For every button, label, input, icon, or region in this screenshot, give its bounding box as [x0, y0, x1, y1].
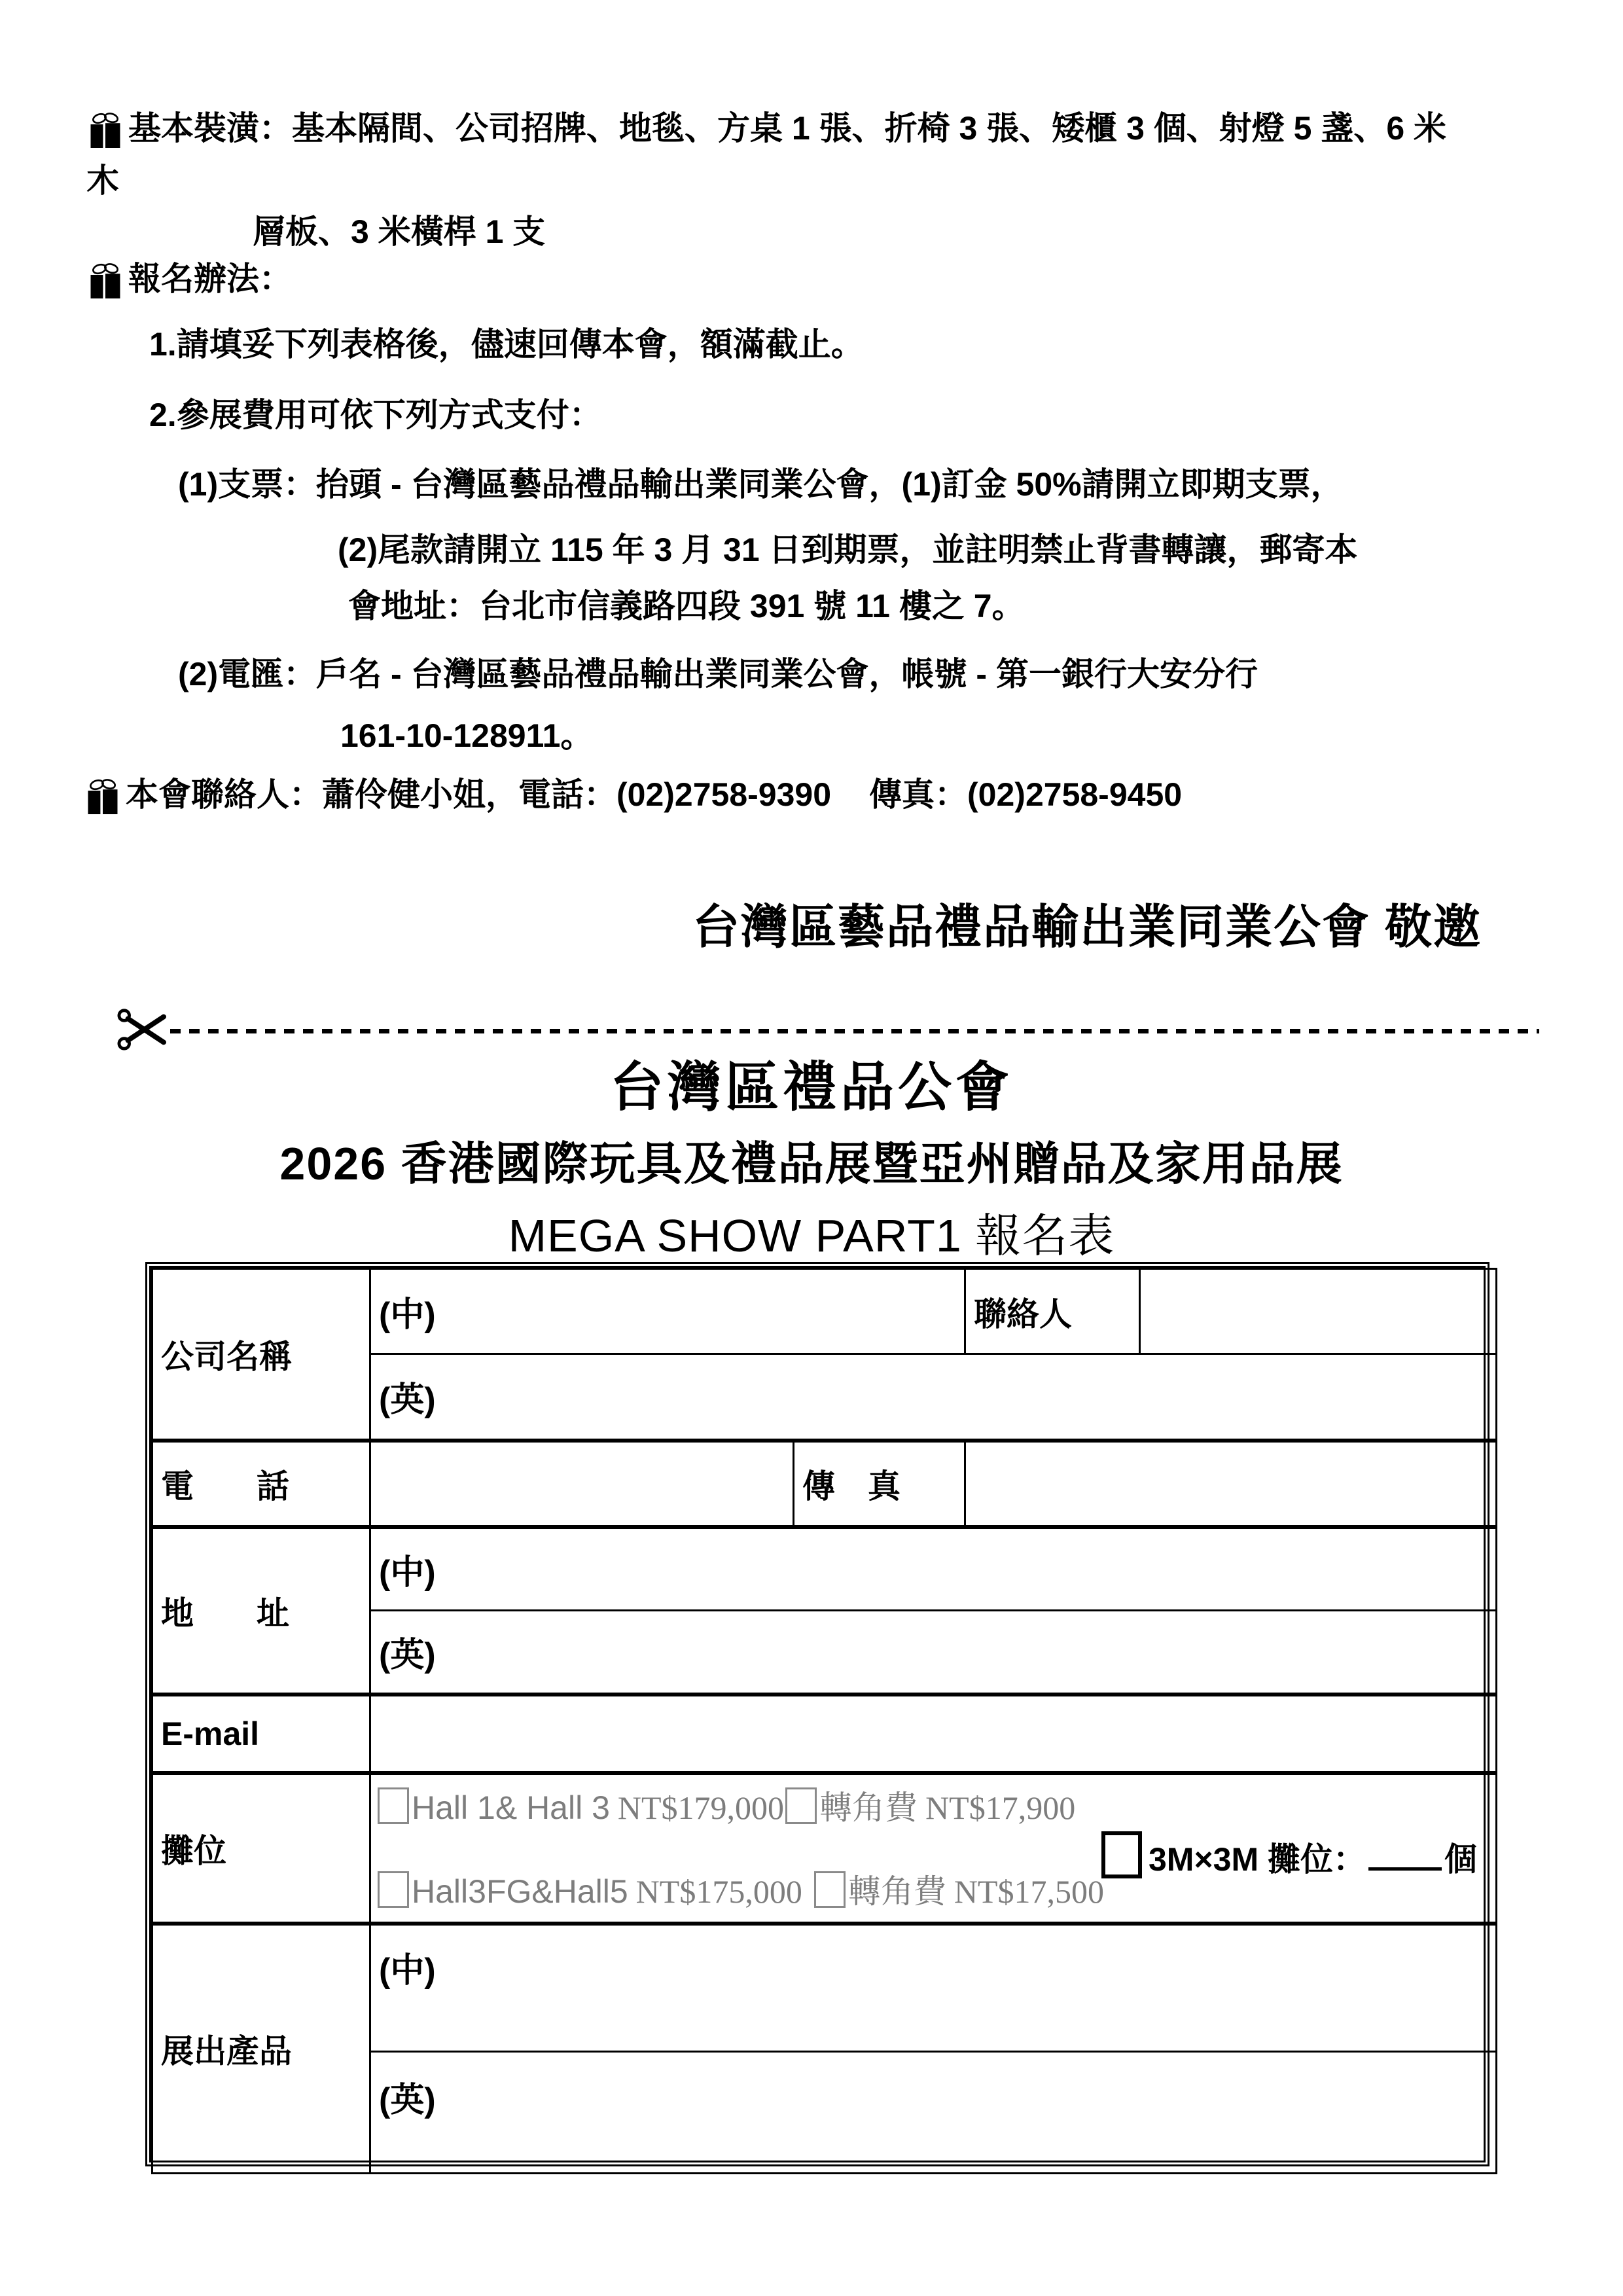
- corner-fee-2-checkbox[interactable]: [814, 1871, 846, 1908]
- step-2: 2.參展費用可依下列方式支付：: [149, 397, 602, 433]
- contact-fax: (02)2758-9450: [967, 776, 1183, 813]
- email-label: E-mail: [152, 1695, 370, 1773]
- decor-note-line2: 層板、3 米橫桿 1 支: [253, 213, 546, 250]
- booth-options-cell: [370, 1773, 1497, 1924]
- booth-3m-checkbox[interactable]: [1101, 1831, 1142, 1878]
- corner-fee-1-price: NT$17,900: [925, 1789, 1076, 1826]
- company-name-label: 公司名稱: [152, 1269, 370, 1441]
- corner-fee-1-label: 轉角費: [819, 1789, 918, 1826]
- booth-quantity-blank[interactable]: [1368, 1859, 1442, 1871]
- booth-size-line: [1101, 1831, 1477, 1880]
- company-name-cn-cell[interactable]: [370, 1269, 965, 1354]
- corner-fee-2-price: NT$17,500: [954, 1873, 1104, 1910]
- booth-option-2: [378, 1865, 1104, 1912]
- en-marker: (英): [379, 2081, 436, 2119]
- form-title: MEGA SHOW PART1 報名表: [508, 1210, 1115, 1261]
- contact-person-label: 聯絡人: [965, 1269, 1140, 1354]
- hall3fg-5-label: Hall3FG&Hall5: [412, 1873, 628, 1910]
- phone-label: 電 話: [152, 1441, 370, 1527]
- step-1: 1.請填妥下列表格後，儘速回傳本會，額滿截止。: [149, 326, 864, 363]
- hall1-3-checkbox[interactable]: [378, 1787, 409, 1824]
- event-title: 2026 香港國際玩具及禮品展暨亞州贈品及家用品展: [279, 1138, 1344, 1189]
- signoff-line: 台灣區藝品禮品輸出業同業公會 敬邀: [692, 901, 1482, 954]
- hall1-3-label: Hall 1& Hall 3: [412, 1789, 610, 1826]
- payment-check-line3: 會地址：台北市信義路四段 391 號 11 樓之 7。: [348, 588, 1025, 624]
- contact-text: [126, 776, 1182, 814]
- address-en-cell[interactable]: [370, 1611, 1497, 1695]
- payment-check-line1: (1)支票：抬頭 - 台灣區藝品禮品輸出業同業公會，(1)訂金 50%請開立即期支票，: [178, 466, 1344, 503]
- booth-option-1: [378, 1782, 1075, 1829]
- decor-note-line: [88, 110, 1446, 149]
- contact-fax-label: 傳真：: [869, 776, 968, 813]
- products-en-cell[interactable]: [370, 2052, 1497, 2174]
- email-input-cell[interactable]: [370, 1695, 1497, 1773]
- cn-marker: (中): [379, 1951, 436, 1990]
- association-contact-line: [85, 776, 1182, 816]
- cn-marker: (中): [379, 1553, 436, 1592]
- corner-fee-1-checkbox[interactable]: [785, 1787, 817, 1824]
- booth-size-label: 3M×3M 攤位：: [1149, 1840, 1366, 1878]
- products-cn-cell[interactable]: [370, 1924, 1497, 2052]
- decor-note-text: 基本裝潢：基本隔間、公司招牌、地毯、方桌 1 張、折椅 3 張、矮櫃 3 個、射燈 5 盞、6 米: [128, 110, 1447, 147]
- company-name-en-cell[interactable]: [370, 1354, 1497, 1441]
- payment-wire-account: 161-10-128911。: [340, 717, 594, 754]
- contact-phone: (02)2758-9390: [616, 776, 832, 813]
- address-cn-cell[interactable]: [370, 1527, 1497, 1611]
- en-marker: (英): [379, 1381, 436, 1420]
- org-title: 台灣區禮品公會: [609, 1058, 1013, 1117]
- en-marker: (英): [379, 1636, 436, 1675]
- cn-marker: (中): [379, 1296, 436, 1334]
- gift-icon: [85, 778, 120, 816]
- booth-size-unit: 個: [1444, 1840, 1478, 1878]
- fax-label: 傳 真: [794, 1441, 965, 1527]
- corner-fee-2-label: 轉角費: [847, 1873, 946, 1910]
- products-label: 展出產品: [152, 1924, 370, 2174]
- signup-heading: 報名辦法：: [128, 260, 292, 297]
- dashed-cut-line: [170, 1029, 1539, 1033]
- gift-icon: [88, 262, 123, 300]
- contact-person-input-cell[interactable]: [1140, 1269, 1497, 1354]
- contact-prefix: 本會聯絡人：蕭伶健小姐，電話：: [126, 776, 616, 813]
- hall1-3-price: NT$179,000: [617, 1789, 785, 1826]
- booth-label: 攤位: [152, 1773, 370, 1924]
- signup-heading-line: [88, 260, 292, 300]
- hall3fg-5-price: NT$175,000: [635, 1873, 802, 1910]
- hall3fg-5-checkbox[interactable]: [378, 1871, 409, 1908]
- payment-wire-line1: (2)電匯：戶名 - 台灣區藝品禮品輸出業同業公會，帳號 - 第一銀行大安分行: [178, 656, 1258, 692]
- registration-form-table: [145, 1262, 1489, 2166]
- fax-input-cell[interactable]: [965, 1441, 1497, 1527]
- phone-input-cell[interactable]: [370, 1441, 794, 1527]
- payment-check-line2: (2)尾款請開立 115 年 3 月 31 日到期票，並註明禁止背書轉讓，郵寄本: [338, 531, 1358, 568]
- address-label: 地 址: [152, 1527, 370, 1695]
- decor-wrap-char: 木: [86, 162, 119, 199]
- gift-icon: [88, 111, 123, 149]
